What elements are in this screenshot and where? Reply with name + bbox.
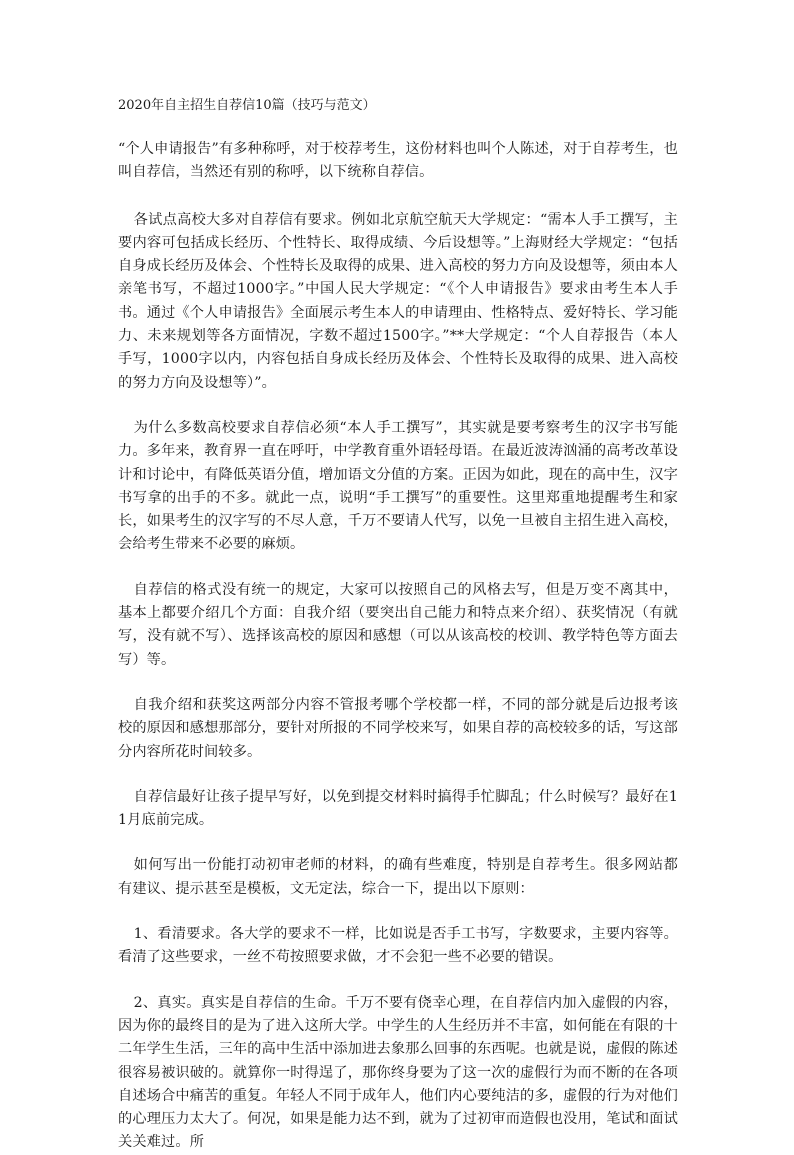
- paragraph-principle-2: 2、真实。真实是自荐信的生命。千万不要有侥幸心理，在自荐信内加入虚假的内容，因为你的最终目的是为了进入这所大学。中学生的人生经历并不丰富，如何能在有限的十二年学生生活，三年的高中生活中添加进去象那么回事的东西呢。也就是说，虚假的陈述很容易被识破的。就算你一时得逞了，那你终身要为了这一次的虚假行为而不断的在各项自述场合中痛苦的重复。年轻人不同于成年人，他们内心要纯洁的多，虚假的行为对他们的心理压力太大了。何况，如果是能力达不到，就为了过初审而造假也没用，笔试和面试关关难过。所: [118, 994, 678, 1151]
- paragraph-handwriting: 为什么多数高校要求自荐信必须“本人手工撰写”，其实就是要考察考生的汉字书写能力。多年来，教育界一直在呼吁，中学教育重外语轻母语。在最近波涛汹涌的高考改革设计和讨论中，有降低英语分值，增加语文分值的方案。正因为如此，现在的高中生，汉字书写拿的出手的不多。就此一点，说明“手工撰写”的重要性。这里郑重地提醒考生和家长，如果考生的汉字写的不尽人意，千万不要请人代写，以免一旦被自主招生进入高校，会给考生带来不必要的麻烦。: [118, 419, 678, 553]
- paragraph-principles-intro: 如何写出一份能打动初审老师的材料，的确有些难度，特别是自荐考生。很多网站都有建议、提示甚至是模板，文无定法，综合一下，提出以下原则：: [118, 857, 678, 897]
- paragraph-format: 自荐信的格式没有统一的规定，大家可以按照自己的风格去写，但是万变不离其中，基本上都要介绍几个方面：自我介绍（要突出自己能力和特点来介绍）、获奖情况（有就写，没有就不写）、选择该高校的原因和感想（可以从该高校的校训、教学特色等方面去写）等。: [118, 581, 678, 668]
- paragraph-timing: 自荐信最好让孩子提早写好，以免到提交材料时搞得手忙脚乱；什么时候写？最好在11月底前完成。: [118, 788, 678, 829]
- paragraph-sections: 自我介绍和获奖这两部分内容不管报考哪个学校都一样，不同的部分就是后边报考该校的原因和感想那部分，要针对所报的不同学校来写，如果自荐的高校较多的话，写这部分内容所花时间较多。: [118, 696, 678, 760]
- document-title: 2020年自主招生自荐信10篇（技巧与范文）: [118, 98, 376, 113]
- paragraph-school-requirements: 各试点高校大多对自荐信有要求。例如北京航空航天大学规定：“需本人手工撰写，主要内容可包括成长经历、个性特长、取得成绩、今后设想等。”上海财经大学规定：“包括自身成长经历及体会、个性特长及取得的成果、进入高校的努力方向及设想等，须由本人亲笔书写，不超过1000字。”中国人民大学规定：“《个人申请报告》要求由考生本人手书。通过《个人申请报告》全面展示考生本人的申请理由、性格特点、爱好特长、学习能力、未来规划等各方面情况，字数不超过1500字。”**大学规定：“个人自荐报告（本人手写，1000字以内，内容包括自身成长经历及体会、个性特长及取得的成果、进入高校的努力方向及设想等）”。: [118, 211, 678, 391]
- paragraph-intro: “个人申请报告”有多种称呼，对于校荐考生，这份材料也叫个人陈述，对于自荐考生，也叫自荐信，当然还有别的称呼，以下统称自荐信。: [118, 141, 678, 181]
- paragraph-principle-1: 1、看清要求。各大学的要求不一样，比如说是否手工书写，字数要求，主要内容等。看清了这些要求，一丝不苟按照要求做，才不会犯一些不必要的错误。: [118, 926, 678, 966]
